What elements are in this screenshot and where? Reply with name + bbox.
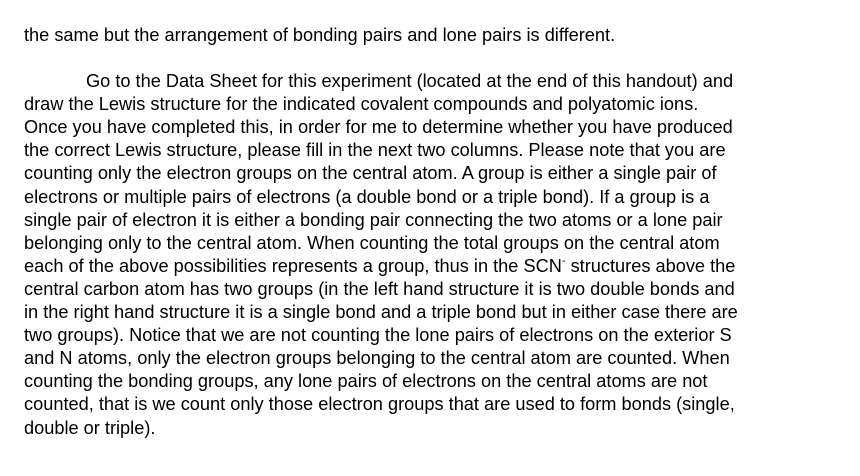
document-body xyxy=(24,24,844,440)
paragraph-line-9 xyxy=(24,255,844,278)
paragraph-line-13: and N atoms, only the electron groups belonging to the central atom are counted. When xyxy=(24,348,730,369)
paragraph-line-8: belonging only to the central atom. When counting the total groups on the central atom xyxy=(24,232,720,253)
continued-sentence: the same but the arrangement of bonding pairs and lone pairs is different. xyxy=(24,25,616,45)
instructions-paragraph xyxy=(24,70,844,440)
scn-sentence-tail: structures above the xyxy=(565,255,736,276)
paragraph-line-10: central carbon atom has two groups (in the left hand structure it is two double bonds and xyxy=(24,278,735,299)
paragraph-line-2: draw the Lewis structure for the indicated covalent compounds and polyatomic ions. xyxy=(24,94,699,115)
paragraph-line-15: counted, that is we count only those electron groups that are used to form bonds (single, xyxy=(24,394,735,415)
scn-charge-superscript: - xyxy=(561,254,566,267)
paragraph-line-6: electrons or multiple pairs of electrons (a double bond or a triple bond). If a group is a xyxy=(24,186,710,207)
paragraph-line-16: double or triple). xyxy=(24,417,156,438)
paragraph-line-3: Once you have completed this, in order for me to determine whether you have produced xyxy=(24,117,733,138)
paragraph-line-12: two groups). Notice that we are not counting the lone pairs of electrons on the exterior S xyxy=(24,325,732,346)
scn-sentence-start: each of the above possibilities represents a group, thus in the SCN xyxy=(24,255,562,276)
paragraph-line-4: the correct Lewis structure, please fill in the next two columns. Please note that you are xyxy=(24,140,726,161)
paragraph-line-1: Go to the Data Sheet for this experiment (located at the end of this handout) and xyxy=(86,71,734,92)
paragraph-line-14: counting the bonding groups, any lone pairs of electrons on the central atoms are not xyxy=(24,371,708,392)
paragraph-line-11: in the right hand structure it is a single bond and a triple bond but in either case there are xyxy=(24,302,738,323)
paragraph-line-5: counting only the electron groups on the central atom. A group is either a single pair of xyxy=(24,163,717,184)
paragraph-line-7: single pair of electron it is either a bonding pair connecting the two atoms or a lone pair xyxy=(24,209,723,230)
